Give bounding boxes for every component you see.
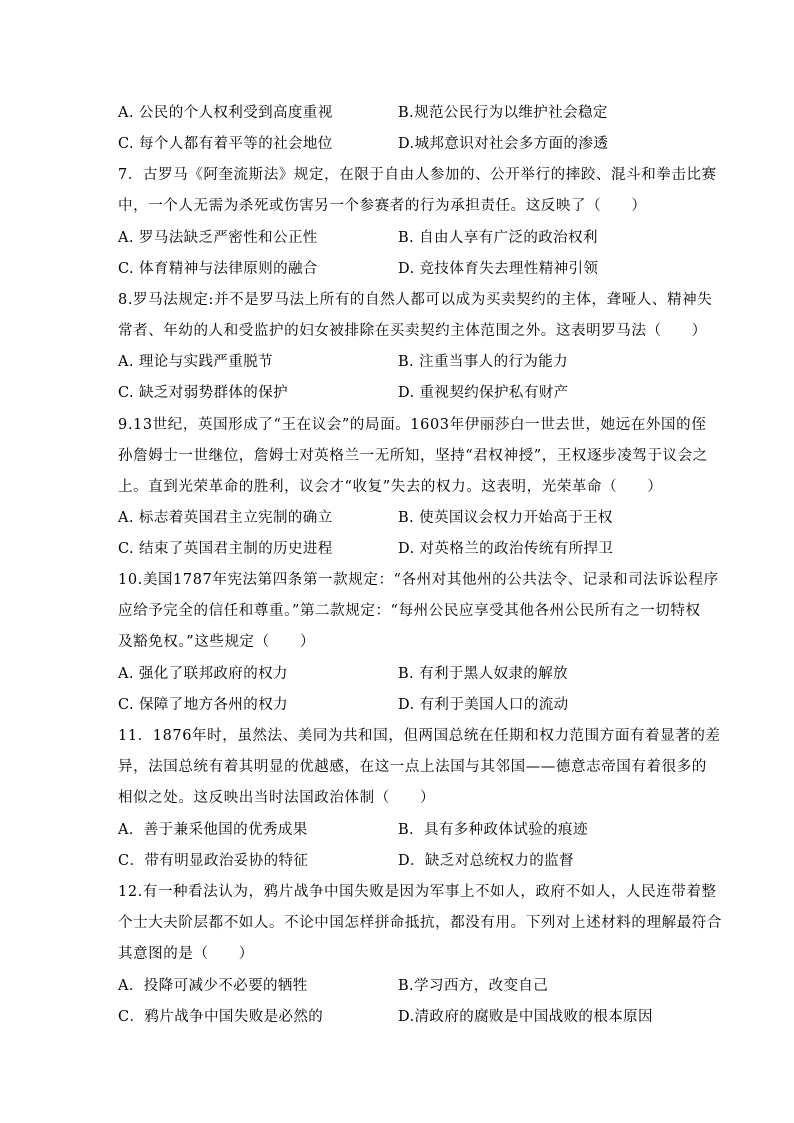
q12-option-c: C．鸦片战争中国失败是必然的 (118, 1009, 324, 1025)
q10-stem-line-1: 10.美国1787年宪法第四条第一款规定：“各州对其他州的公共法令、记录和司法诉讼程序 (118, 572, 719, 588)
q10-stem-line-2: 应给予完全的信任和尊重。”第二款规定：“每州公民应享受其他各州公民所有之一切特权 (118, 603, 701, 619)
q6-option-d: D.城邦意识对社会多方面的渗透 (398, 136, 609, 152)
q9-option-a: A. 标志着英国君主立宪制的确立 (118, 510, 333, 526)
q8-option-b: B. 注重当事人的行为能力 (398, 354, 569, 370)
q11-option-b: B．具有多种政体试验的痕迹 (398, 822, 588, 838)
q10-option-b: B. 有利于黑人奴隶的解放 (398, 666, 569, 682)
q11-stem-line-1: 11．1876年时，虽然法、美同为共和国，但两国总统在任期和权力范围方面有着显著的差 (118, 728, 721, 744)
q10-option-a: A. 强化了联邦政府的权力 (118, 666, 288, 682)
q9-stem-line-1: 9.13世纪，英国形成了“王在议会”的局面。1603年伊丽莎白一世去世，她远在外国的侄 (118, 417, 707, 433)
q12-stem-line-1: 12.有一种看法认为，鸦片战争中国失败是因为军事上不如人，政府不如人，人民连带着整 (118, 884, 717, 900)
q8-option-c: C. 缺乏对弱势群体的保护 (118, 385, 288, 401)
q8-stem-line-2: 常者、年幼的人和受监护的妇女被排除在买卖契约主体范围之外。这表明罗马法（ ） (118, 323, 707, 339)
q7-option-b: B. 自由人享有广泛的政治权利 (398, 230, 598, 246)
q7-option-c: C. 体育精神与法律原则的融合 (118, 261, 318, 277)
q11-stem-line-3: 相似之处。这反映出当时法国政治体制（ ） (118, 790, 436, 806)
q11-option-a: A．善于兼采他国的优秀成果 (118, 822, 308, 838)
q9-option-d: D. 对英格兰的政治传统有所捍卫 (398, 541, 614, 557)
q12-option-a: A．投降可减少不必要的牺牲 (118, 978, 308, 994)
q10-option-c: C. 保障了地方各州的权力 (118, 697, 288, 713)
q6-option-c: C. 每个人都有着平等的社会地位 (118, 136, 333, 152)
q9-option-c: C. 结束了英国君主制的历史进程 (118, 541, 333, 557)
q7-option-a: A. 罗马法缺乏严密性和公正性 (118, 230, 318, 246)
q10-stem-line-3: 及豁免权。”这些规定（ ） (118, 634, 316, 650)
q9-stem-line-2: 孙詹姆士一世继位，詹姆士对英格兰一无所知，坚持“君权神授”，王权逐步凌驾于议会之 (118, 448, 708, 464)
q11-stem-line-2: 异，法国总统有着其明显的优越感，在这一点上法国与其邻国——德意志帝国有着很多的 (118, 759, 707, 775)
q12-option-d: D.清政府的腐败是中国战败的根本原因 (398, 1009, 653, 1025)
q12-stem-line-2: 个士大夫阶层都不如人。不论中国怎样拼命抵抗，都没有用。下列对上述材料的理解最符合 (118, 915, 722, 931)
q9-option-b: B. 使英国议会权力开始高于王权 (398, 510, 613, 526)
q8-option-d: D. 重视契约保护私有财产 (398, 385, 569, 401)
q7-stem-line-1: 7．古罗马《阿奎流斯法》规定，在限于自由人参加的、公开举行的摔跤、混斗和拳击比赛 (118, 167, 717, 183)
q6-option-a: A. 公民的个人权利受到高度重视 (118, 105, 333, 121)
q7-stem-line-2: 中，一个人无需为杀死或伤害另一个参赛者的行为承担责任。这反映了（ ） (118, 198, 647, 214)
q10-option-d: D. 有利于美国人口的流动 (398, 697, 569, 713)
q12-option-b: B.学习西方，改变自己 (398, 978, 549, 994)
q12-stem-line-3: 其意图的是（ ） (118, 946, 254, 962)
q8-option-a: A. 理论与实践严重脱节 (118, 354, 273, 370)
q7-option-d: D. 竞技体育失去理性精神引领 (398, 261, 599, 277)
q9-stem-line-3: 上。直到光荣革命的胜利，议会才“收复”失去的权力。这表明，光荣革命（ ） (118, 479, 663, 495)
q8-stem-line-1: 8.罗马法规定:并不是罗马法上所有的自然人都可以成为买卖契约的主体，聋哑人、精神失 (118, 292, 713, 308)
q11-option-d: D．缺乏对总统权力的监督 (398, 853, 574, 869)
q6-option-b: B.规范公民行为以维护社会稳定 (398, 105, 608, 121)
q11-option-c: C．带有明显政治妥协的特征 (118, 853, 309, 869)
